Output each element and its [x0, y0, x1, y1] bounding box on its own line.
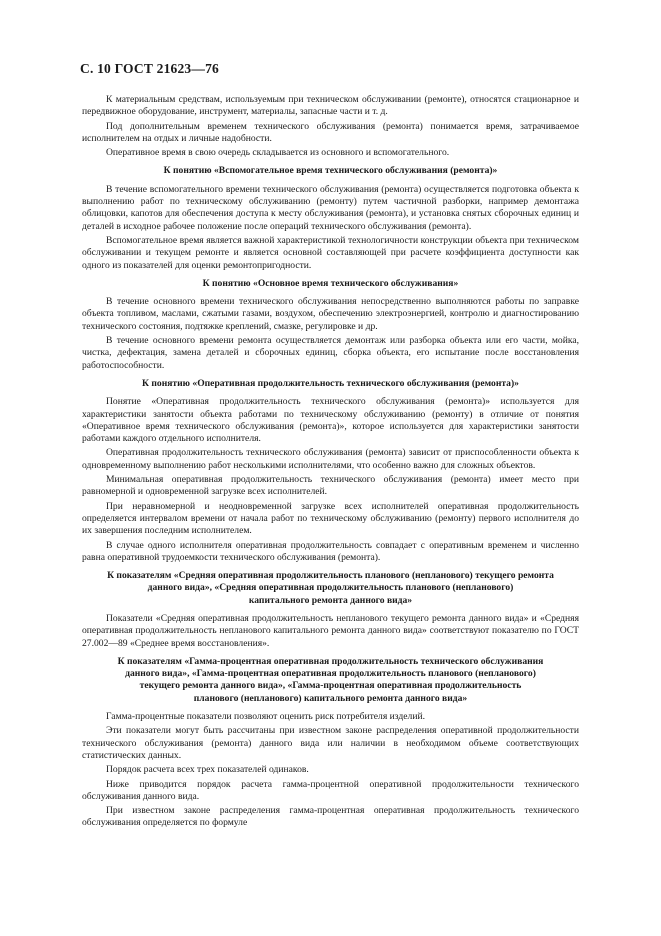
- heading-line: планового (непланового) капитального ремонта данного вида»: [193, 692, 468, 704]
- paragraph: К материальным средствам, используемым при техническом обслуживании (ремонте), относятся стационарное и передвижное оборудование, инструмент, материалы, запасные части и т. д.: [82, 94, 579, 118]
- paragraph: В случае одного исполнителя оперативная продолжительность совпадает с оперативным временем и численно равна оперативной трудоемкости технического обслуживания (ремонта).: [82, 539, 579, 563]
- paragraph: В течение основного времени технического обслуживания непосредственно выполняются работы по заправке объекта топливом, маслами, сжатыми газами, воздухом, обеспечению электроэнергией, контролю и диагностированию технического состояния, подтяжке креплений, смазке, регулировке и др.: [82, 296, 579, 332]
- section-heading: К понятию «Основное время технического обслуживания»: [202, 277, 459, 289]
- paragraph: В течение основного времени ремонта осуществляется демонтаж или разборка объекта или его части, мойка, чистка, дефектация, замена деталей и сборочных единиц, сборка объекта, его испытание после восстановления работоспособности.: [82, 335, 579, 371]
- paragraph: Понятие «Оперативная продолжительность технического обслуживания (ремонта)» используется для характеристики занятости объекта работами по техническому обслуживанию (ремонту) в отличие от понятия «Оперативное время технического обслуживания (ремонта)», которое используется для характеристики занятости работами каждого отдельного исполнителя.: [82, 396, 579, 445]
- paragraph: Под дополнительным временем технического обслуживания (ремонта) понимается время, затрачиваемое исполнителем на отдых и личные надобности.: [82, 120, 579, 144]
- paragraph: Показатели «Средняя оперативная продолжительность непланового текущего ремонта данного вида» и «Средняя оперативная продолжительность непланового капитального ремонта данного вида» соответствуют показателю по ГОСТ 27.002—89 «Среднее время восстановления».: [82, 612, 579, 649]
- paragraph: При известном законе распределения гамма-процентная оперативная продолжительность технического обслуживания определяется по формуле: [82, 805, 579, 829]
- paragraph: В течение вспомогательного времени технического обслуживания (ремонта) осуществляется подготовка объекта к выполнению работ по техническому обслуживанию (ремонту) путем частичной разборки, например демонтажа облицовки, капотов для обеспечения доступа к месту обслуживания (ремонта), и установка снятых сборочных единиц и деталей в исходное рабочее положение после операций технического обслуживания (ремонта).: [82, 183, 579, 232]
- document-body: [82, 94, 579, 832]
- paragraph: Гамма-процентные показатели позволяют оценить риск потребителя изделий.: [106, 711, 425, 723]
- heading-line: текущего ремонта данного вида», «Гамма-процентная оперативная продолжительность: [139, 680, 522, 692]
- heading-line: К показателям «Средняя оперативная продолжительность планового (непланового) текущего ремонта: [107, 570, 554, 582]
- paragraph: Вспомогательное время является важной характеристикой технологичности конструкции объекта при техническом обслуживании и текущем ремонте и является основной составляющей при расчете коэффициента доступности как одного из показателей для оценки ремонтопригодности.: [82, 234, 579, 271]
- heading-line: данного вида», «Средняя оперативная продолжительность планового (непланового): [147, 582, 514, 594]
- page-header: С. 10 ГОСТ 21623—76: [80, 61, 219, 76]
- heading-line: капитального ремонта данного вида»: [248, 594, 413, 606]
- paragraph: Оперативное время в свою очередь складывается из основного и вспомогательного.: [106, 147, 450, 159]
- paragraph: Порядок расчета всех трех показателей одинаков.: [106, 764, 309, 776]
- section-heading: [82, 656, 579, 705]
- heading-line: данного вида», «Гамма-процентная оперативная продолжительность планового (непланового): [125, 668, 536, 680]
- paragraph: Минимальная оперативная продолжительность технического обслуживания (ремонта) имеет место при равномерной и одновременной загрузке всех исполнителей.: [82, 474, 579, 498]
- paragraph: Ниже приводится порядок расчета гамма-процентной оперативной продолжительности технического обслуживания данного вида.: [82, 778, 579, 802]
- section-heading: К понятию «Вспомогательное время технического обслуживания (ремонта)»: [163, 165, 498, 177]
- section-heading: К понятию «Оперативная продолжительность технического обслуживания (ремонта)»: [142, 377, 519, 389]
- paragraph: При неравномерной и неодновременной загрузке всех исполнителей оперативная продолжительность определяется интервалом времени от начала работ по техническому обслуживанию (ремонту) первого исполнителя до их завершения последним исполнителем.: [82, 500, 579, 537]
- paragraph: Оперативная продолжительность технического обслуживания (ремонта) зависит от приспособленности объекта к одновременному выполнению работ несколькими исполнителями, что особенно важно для сложных объектов.: [82, 447, 579, 471]
- paragraph: Эти показатели могут быть рассчитаны при известном законе распределения оперативной продолжительности технического обслуживания (ремонта) данного вида или наличии в необходимом объеме соответствующих статистических данных.: [82, 725, 579, 761]
- section-heading: [82, 570, 579, 607]
- heading-line: К показателям «Гамма-процентная оперативная продолжительность технического обслуживания: [117, 655, 544, 667]
